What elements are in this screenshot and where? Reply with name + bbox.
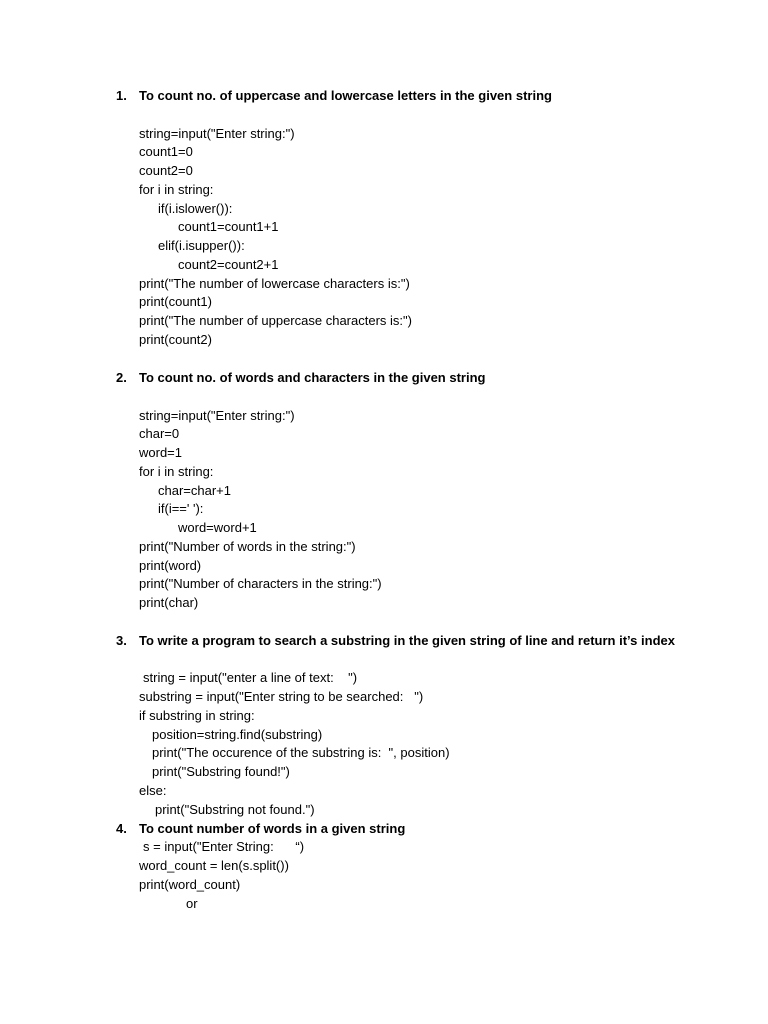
code-line: print(word)	[139, 558, 202, 573]
code-line: print("Substring found!")	[152, 764, 290, 779]
section-title: To write a program to search a substring in the given string of line and return it’s index	[139, 633, 675, 648]
code-line: or	[186, 896, 198, 911]
section-number: 1.	[116, 88, 127, 103]
code-line: word_count = len(s.split())	[139, 858, 289, 873]
code-line: char=0	[139, 426, 180, 441]
code-line: char=char+1	[158, 483, 231, 498]
code-line: print(char)	[139, 595, 199, 610]
code-line: print(count2)	[139, 332, 212, 347]
section-title: To count number of words in a given string	[139, 821, 406, 836]
section-number: 3.	[116, 633, 127, 648]
code-line: print("Number of words in the string:")	[139, 539, 356, 554]
section-title: To count no. of uppercase and lowercase letters in the given string	[139, 88, 552, 103]
code-line: string=input("Enter string:")	[139, 408, 295, 423]
code-line: else:	[139, 783, 167, 798]
code-line: print("The occurence of the substring is: ", position)	[152, 745, 450, 760]
code-line: for i in string:	[139, 182, 214, 197]
code-line: word=1	[139, 445, 182, 460]
code-line: substring = input("Enter string to be searched: ")	[139, 689, 424, 704]
code-line: string = input("enter a line of text: ")	[143, 670, 358, 685]
code-line: count1=0	[139, 144, 193, 159]
code-line: print(word_count)	[139, 877, 241, 892]
code-line: if(i==' '):	[158, 501, 204, 516]
code-line: s = input("Enter String: “)	[143, 839, 305, 854]
code-line: print("Number of characters in the string:")	[139, 576, 382, 591]
code-line: count2=0	[139, 163, 193, 178]
code-line: print("Substring not found.")	[155, 802, 315, 817]
code-line: if(i.islower()):	[158, 201, 233, 216]
section-number: 4.	[116, 821, 127, 836]
code-line: print("The number of uppercase characters is:")	[139, 313, 412, 328]
section-title: To count no. of words and characters in the given string	[139, 370, 486, 385]
code-line: count2=count2+1	[178, 257, 279, 272]
code-line: count1=count1+1	[178, 219, 279, 234]
code-line: word=word+1	[178, 520, 257, 535]
code-line: print("The number of lowercase characters is:")	[139, 276, 410, 291]
code-line: position=string.find(substring)	[152, 727, 323, 742]
section-number: 2.	[116, 370, 127, 385]
code-line: string=input("Enter string:")	[139, 126, 295, 141]
code-line: if substring in string:	[139, 708, 255, 723]
code-line: elif(i.isupper()):	[158, 238, 245, 253]
code-line: for i in string:	[139, 464, 214, 479]
code-line: print(count1)	[139, 294, 212, 309]
